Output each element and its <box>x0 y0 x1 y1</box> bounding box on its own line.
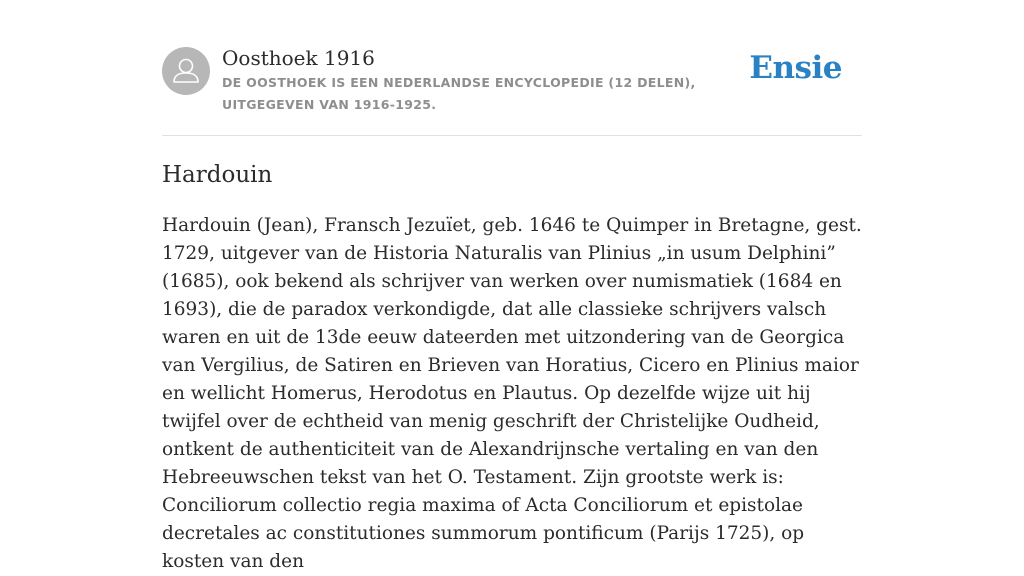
user-icon-glyph <box>162 47 210 95</box>
brand-logo[interactable]: Ensie <box>749 50 842 86</box>
user-icon[interactable] <box>162 47 210 95</box>
entry-body: Hardouin (Jean), Fransch Jezuïet, geb. 1646 te Quimper in Bretagne, gest. 1729, uitgever van de Historia Naturalis van Plinius „in usum Delphini” (1685), ook bekend als schrijver van werken over numismatiek (1684 en 1693), die de paradox verkondigde, dat alle classieke schrijvers valsch waren en uit de 13de eeuw dateerden met uitzondering van de Georgica van Vergilius, de Satiren en Brieven van Horatius, Cicero en Plinius maior en wellicht Homerus, Herodotus en Plautus. Op dezelfde wijze uit hij twijfel over de echtheid van menig geschrift der Christelijke Oudheid, ontkent de authenticiteit van de Alexandrijnsche vertaling en van den Hebreeuwschen tekst van het O. Testament. Zijn grootste werk is: Conciliorum collectio regia maxima of Acta Conciliorum et epistolae decretales ac constitutiones summorum pontificum (Parijs 1725), op kosten van den <box>162 215 862 572</box>
source-info <box>222 46 762 116</box>
source-title[interactable]: Oosthoek 1916 <box>222 46 375 70</box>
divider <box>162 135 862 136</box>
source-header <box>162 46 862 136</box>
entry-title: Hardouin <box>162 162 273 188</box>
source-description: DE OOSTHOEK IS EEN NEDERLANDSE ENCYCLOPEDIE (12 DELEN), UITGEGEVEN VAN 1916-1925. <box>222 75 696 112</box>
